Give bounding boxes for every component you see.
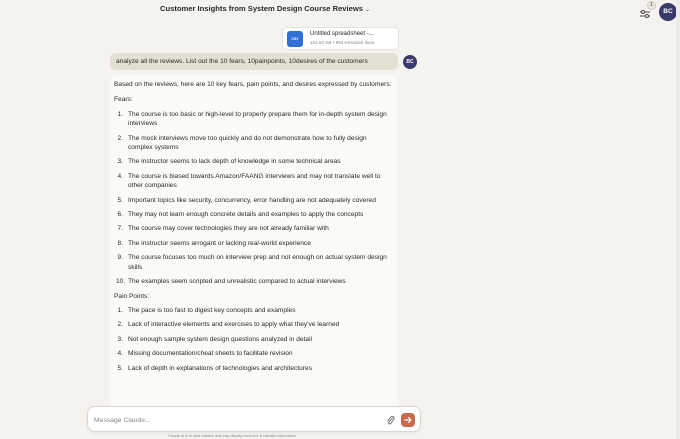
user-avatar[interactable]: BC [659,3,677,21]
file-meta: 104.92 KB • 994 extracted lines [310,40,375,45]
list-item-text: Lack of depth in explanations of technologies and architectures [128,364,313,372]
chat-title-dropdown[interactable] [160,4,370,13]
list-item [114,320,392,329]
list-item [114,172,392,191]
list-item-number: 1. [117,306,123,314]
response-intro: Based on the reviews, here are 10 key fears, pain points, and desires expressed by customers: [114,81,392,88]
list-item-text: Lack of interactive elements and exercises to apply what they've learned [128,321,340,329]
list-item [114,306,392,315]
chat-title: Customer Insights from System Design Course Reviews [160,4,363,13]
user-message: analyze all the reviews. List out the 10 fears, 10painpoints, 10desires of the customers [110,53,398,70]
pain-points-heading: Pain Points: [114,292,150,300]
list-item-number: 3. [117,335,123,343]
list-item-text: The course is too basic or high-level to properly prepare them for in-depth system design interviews [128,110,387,128]
list-item-text: The instructor seems to lack depth of knowledge in some technical areas [128,158,341,166]
list-item-number: 9. [117,254,123,262]
list-item-text: The course may cover technologies they are not already familiar with [128,225,329,233]
list-item-text: The examples seem scripted and unrealistic compared to actual interviews [128,278,346,286]
pain-points-list [114,306,392,373]
list-item-text: The pace is too fast to digest key concepts and examples [128,306,296,314]
send-button[interactable] [401,413,415,427]
list-item-number: 7. [117,225,123,233]
list-item [114,239,392,248]
list-item-number: 8. [117,239,123,247]
disclaimer-text: Claude.ai is in beta release and may display incorrect or harmful information [168,434,296,438]
assistant-response [110,75,398,415]
list-item-number: 10. [116,278,126,286]
list-item [114,335,392,344]
list-item [114,134,392,153]
list-item-text: The instructor seems arrogant or lacking real-world experience [128,239,311,247]
list-item-text: The mock interviews move too quickly and do not demonstrate how to fully design complex systems [128,134,367,152]
list-item-number: 4. [117,350,123,358]
list-item-number: 4. [117,172,123,180]
list-item [114,157,392,166]
list-item-number: 2. [117,321,123,329]
csv-file-icon: CSV [287,31,303,47]
list-item [114,224,392,233]
message-input[interactable] [94,413,364,427]
list-item-text: Important topics like security, concurrency, error handling are not adequately covered [128,196,376,204]
list-item-text: Missing documentation/cheat sheets to facilitate revision [128,350,293,358]
list-item-text: The course focuses too much on interview prep and not enough on actual system design skills [128,254,387,271]
list-item [114,364,392,373]
list-item [114,110,392,129]
list-item-number: 1. [117,110,123,118]
list-item [114,253,392,272]
fears-list [114,110,392,287]
file-attachment[interactable] [282,27,399,50]
list-item [114,349,392,358]
list-item-text: The course is biased towards Amazon/FAANG interviews and may not translate well to other companies [128,172,381,190]
list-item-text: Not enough sample system design questions analyzed in detail [128,335,313,343]
arrow-up-icon [404,416,412,424]
list-item-number: 5. [117,196,123,204]
chevron-down-icon: ⌄ [364,7,371,13]
scrollbar[interactable] [676,0,680,439]
notification-badge: 1 [647,1,656,10]
paperclip-icon[interactable] [384,414,396,426]
list-item-number: 3. [117,158,123,166]
list-item-number: 2. [117,134,123,142]
list-item-text: They may not learn enough concrete details and examples to apply the concepts [128,211,364,219]
file-name: Untitled spreadsheet -... [310,31,374,37]
message-composer [87,406,421,432]
list-item [114,196,392,205]
fears-heading: Fears: [114,96,133,104]
top-bar [0,0,680,20]
list-item [114,210,392,219]
message-avatar: BC [403,55,417,69]
list-item [114,277,392,286]
list-item-number: 6. [117,211,123,219]
list-item-number: 5. [117,364,123,372]
